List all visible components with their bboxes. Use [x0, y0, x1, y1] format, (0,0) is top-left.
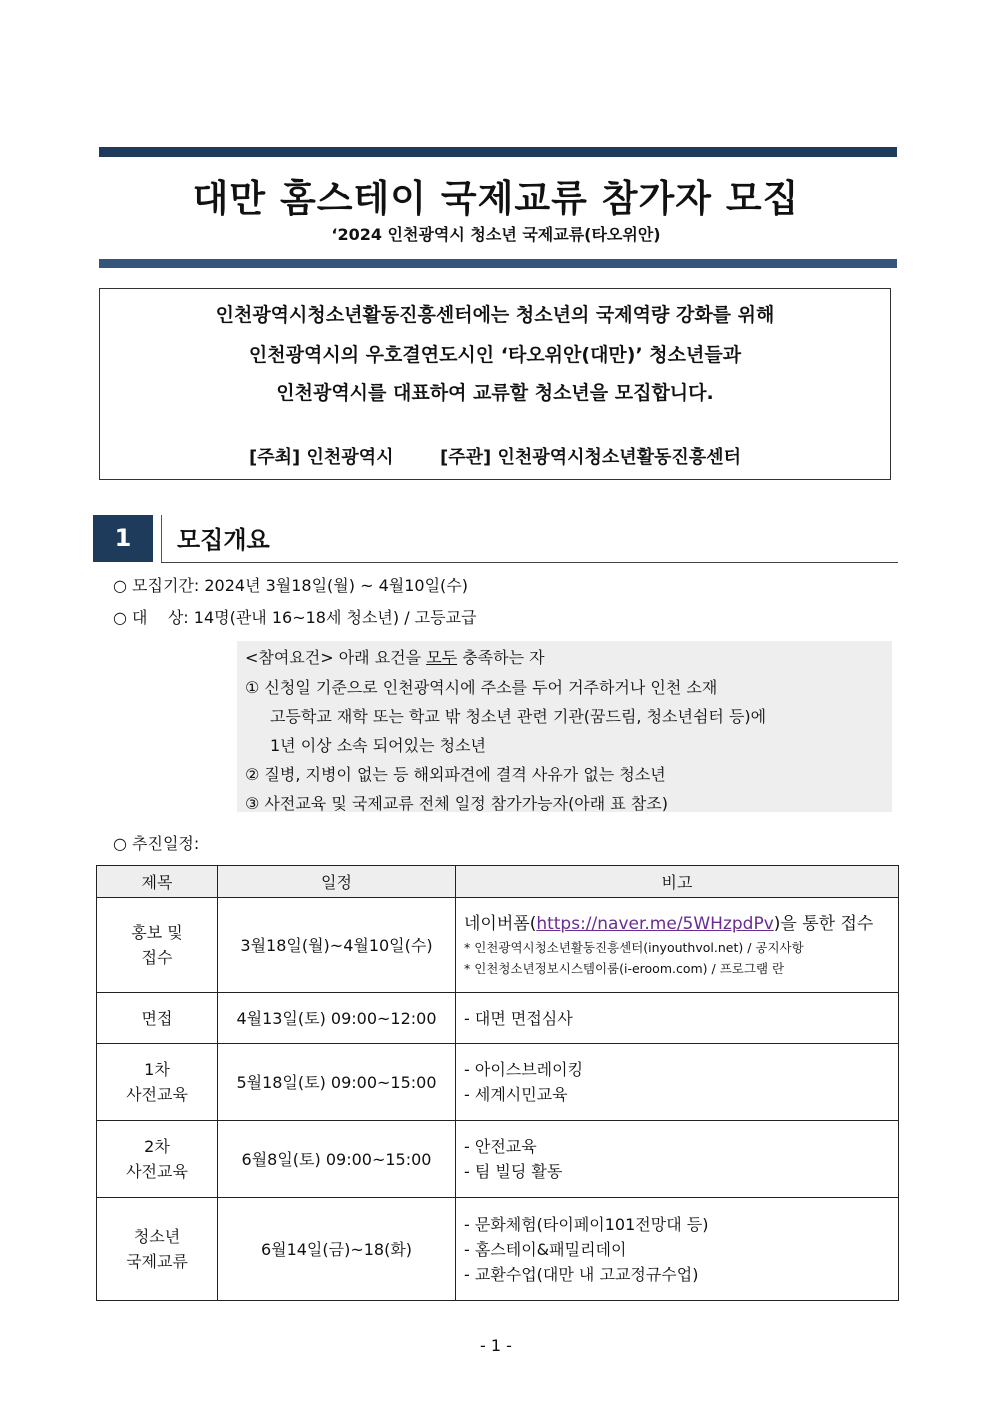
table-row [97, 1121, 899, 1198]
row-date: 6월14일(금)~18(화) [218, 1198, 456, 1301]
header-title: 제목 [97, 866, 218, 898]
row-title-line-1: 청소년 [133, 1227, 181, 1246]
row-title-line-1: 2차 [144, 1137, 170, 1156]
conditions-heading-emph: 모두 [426, 648, 458, 667]
recruit-target: ○ 대 상: 14명(관내 16~18세 청소년) / 고등교급 [113, 608, 477, 627]
row-note-line-2: - 팀 빌딩 활동 [464, 1162, 563, 1181]
row-title-line-2: 사전교육 [126, 1085, 188, 1104]
header-note: 비고 [456, 866, 899, 898]
condition-3: ③ 사전교육 및 국제교류 전체 일정 참가가능자(아래 표 참조) [245, 794, 669, 813]
row-title: 면접 [97, 993, 218, 1044]
row-note [456, 1198, 899, 1301]
page-subtitle: ‘2024 인천광역시 청소년 국제교류(타오위안) [331, 225, 661, 244]
row-title [97, 1044, 218, 1121]
schedule-table [96, 865, 899, 1301]
conditions-heading-pre: <참여요건> 아래 요건을 [245, 648, 427, 667]
condition-1-line-1: ① 신청일 기준으로 인천광역시에 주소를 두어 거주하거나 인천 소재 [245, 678, 718, 697]
conditions-heading [245, 645, 545, 668]
apply-note-post: )을 통한 접수 [773, 914, 874, 934]
section-number: 1 [93, 515, 153, 562]
top-rule [99, 147, 897, 157]
table-row [97, 898, 899, 993]
condition-2: ② 질병, 지병이 없는 등 해외파견에 결격 사유가 없는 청소년 [245, 765, 666, 784]
row-title-line-2: 접수 [141, 948, 173, 967]
row-note-line-3: - 교환수업(대만 내 고교정규수업) [464, 1264, 699, 1284]
conditions-heading-post: 충족하는 자 [457, 648, 545, 667]
section-title: 모집개요 [177, 526, 270, 554]
row-note: - 대면 면접심사 [456, 993, 899, 1044]
table-header-row [97, 866, 899, 898]
intro-box [99, 288, 891, 480]
page-title: 대만 홈스테이 국제교류 참가자 모집 [192, 177, 800, 220]
row-note-line-1: - 아이스브레이킹 [464, 1060, 584, 1079]
header-date: 일정 [218, 866, 456, 898]
row-date: 3월18일(월)~4월10일(수) [218, 898, 456, 993]
row-note-line-2: - 홈스테이&패밀리데이 [464, 1239, 627, 1259]
row-note [456, 1121, 899, 1198]
intro-line-1: 인천광역시청소년활동진흥센터에는 청소년의 국제역량 강화를 위해 [215, 304, 775, 326]
apply-sub-1: * 인천광역시청소년활동진흥센터(inyouthvol.net) / 공지사항 [464, 940, 804, 955]
row-note-line-1: - 안전교육 [464, 1137, 537, 1156]
row-date: 4월13일(토) 09:00~12:00 [218, 993, 456, 1044]
page-number: - 1 - [480, 1336, 512, 1355]
apply-note-pre: 네이버폼( [464, 914, 537, 934]
intro-line-2: 인천광역시의 우호결연도시인 ‘타오위안(대만)’ 청소년들과 [248, 344, 742, 366]
row-title-line-2: 국제교류 [126, 1252, 188, 1271]
row-title [97, 1198, 218, 1301]
apply-note [464, 911, 898, 937]
table-row [97, 993, 899, 1044]
row-date: 5월18일(토) 09:00~15:00 [218, 1044, 456, 1121]
intro-organizers [100, 443, 890, 469]
row-note-line-1: - 문화체험(타이페이101전망대 등) [464, 1214, 709, 1234]
row-date: 6월8일(토) 09:00~15:00 [218, 1121, 456, 1198]
section-divider [161, 515, 162, 562]
bottom-rule [99, 259, 897, 268]
schedule-label: ○ 추진일정: [113, 834, 200, 853]
table-row [97, 1044, 899, 1121]
table-row [97, 1198, 899, 1301]
host-label: [주최] 인천광역시 [249, 447, 394, 468]
row-title [97, 898, 218, 993]
row-note [456, 1044, 899, 1121]
organizer-label: [주관] 인천광역시청소년활동진흥센터 [440, 447, 741, 468]
row-title-line-1: 1차 [144, 1060, 170, 1079]
row-note [456, 898, 899, 993]
naver-form-link[interactable]: https://naver.me/5WHzpdPv [536, 914, 774, 934]
section-underline [161, 562, 898, 563]
recruit-period: ○ 모집기간: 2024년 3월18일(월) ~ 4월10일(수) [113, 576, 468, 595]
row-title [97, 1121, 218, 1198]
condition-1-line-3: 1년 이상 소속 되어있는 청소년 [270, 736, 486, 755]
apply-sub-2: * 인천청소년정보시스템이룸(i-eroom.com) / 프로그램 란 [464, 961, 785, 976]
condition-1-line-2: 고등학교 재학 또는 학교 밖 청소년 관련 기관(꿈드림, 청소년쉼터 등)에 [270, 707, 767, 726]
row-note-line-2: - 세계시민교육 [464, 1085, 568, 1104]
intro-line-3: 인천광역시를 대표하여 교류할 청소년을 모집합니다. [276, 382, 714, 404]
row-title-line-2: 사전교육 [126, 1162, 188, 1181]
row-title-line-1: 홍보 및 [131, 923, 183, 942]
